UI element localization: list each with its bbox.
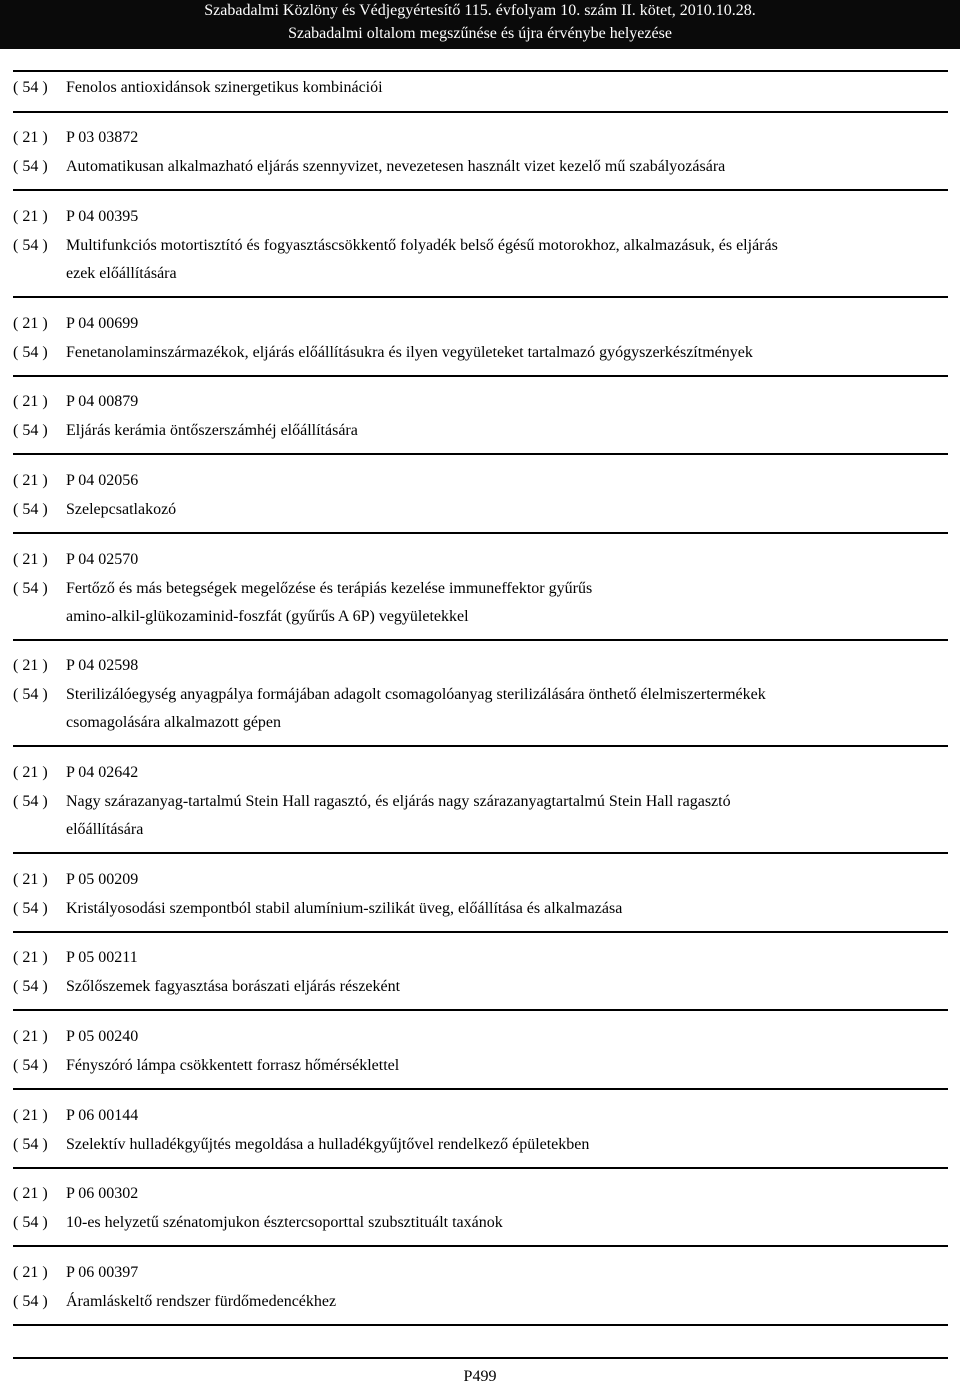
field-code-54: ( 54 ) — [13, 1056, 48, 1074]
field-code-54: ( 54 ) — [13, 685, 48, 703]
field-code-21: ( 21 ) — [13, 949, 48, 966]
patent-entry — [0, 1102, 960, 1159]
patent-title: Multifunkciós motortisztító és fogyasztáscsökkentő folyadék belső égésű motorokhoz, alkalmazásuk, és eljárás — [66, 236, 778, 254]
patent-entry — [0, 944, 960, 1001]
patent-title: Automatikusan alkalmazható eljárás szennyvizet, nevezetesen használt vizet kezelő mű szabályozására — [66, 157, 726, 175]
divider — [13, 1324, 948, 1326]
field-code-54: ( 54 ) — [13, 1135, 48, 1153]
patent-title: Fenetanolaminszármazékok, eljárás előállításukra és ilyen vegyületeket tartalmazó gyógyszerkészítmények — [66, 343, 753, 361]
divider — [13, 1009, 948, 1011]
field-code-21: ( 21 ) — [13, 871, 48, 888]
patent-title: Szelepcsatlakozó — [66, 500, 177, 518]
field-code-21: ( 21 ) — [13, 315, 48, 332]
patent-entry — [0, 388, 960, 445]
application-number: P 04 00879 — [66, 393, 139, 410]
patent-entry — [0, 310, 960, 367]
patent-entry — [0, 1023, 960, 1080]
divider — [13, 745, 948, 747]
divider — [13, 1167, 948, 1169]
divider — [13, 189, 948, 191]
field-code-54: ( 54 ) — [13, 500, 48, 518]
application-number: P 04 02598 — [66, 657, 139, 674]
application-number: P 04 02570 — [66, 551, 139, 568]
journal-title: Szabadalmi Közlöny és Védjegyértesítő 115. évfolyam 10. szám II. kötet, 2010.10.28. — [204, 2, 756, 19]
field-code-21: ( 21 ) — [13, 472, 48, 489]
application-number: P 05 00240 — [66, 1028, 139, 1045]
application-number: P 03 03872 — [66, 129, 139, 146]
patent-entry — [0, 759, 960, 845]
patent-title-continued: csomagolására alkalmazott gépen — [66, 714, 282, 731]
patent-entry — [0, 546, 960, 632]
patent-entry — [0, 203, 960, 289]
field-code-21: ( 21 ) — [13, 393, 48, 410]
field-code-54: ( 54 ) — [13, 79, 48, 96]
field-code-54: ( 54 ) — [13, 977, 48, 995]
field-code-54: ( 54 ) — [13, 1292, 48, 1310]
page-header — [0, 0, 960, 49]
divider — [13, 111, 948, 113]
field-code-54: ( 54 ) — [13, 1213, 48, 1231]
field-code-21: ( 21 ) — [13, 1264, 48, 1281]
patent-title: Szelektív hulladékgyűjtés megoldása a hulladékgyűjtővel rendelkező épületekben — [66, 1135, 590, 1153]
divider — [13, 453, 948, 455]
application-number: P 04 02056 — [66, 472, 139, 489]
application-number: P 05 00211 — [66, 949, 138, 966]
application-number: P 04 00699 — [66, 315, 139, 332]
patent-title-continued: előállítására — [66, 821, 144, 838]
divider — [13, 1245, 948, 1247]
application-number: P 04 00395 — [66, 208, 139, 225]
page-number: P499 — [463, 1368, 497, 1385]
field-code-21: ( 21 ) — [13, 764, 48, 781]
application-number: P 06 00144 — [66, 1107, 139, 1124]
patent-entry — [0, 1180, 960, 1237]
patent-title: Szőlőszemek fagyasztása borászati eljárás részeként — [66, 977, 401, 995]
field-code-21: ( 21 ) — [13, 657, 48, 674]
field-code-21: ( 21 ) — [13, 1107, 48, 1124]
application-number: P 06 00397 — [66, 1264, 139, 1281]
field-code-54: ( 54 ) — [13, 157, 48, 175]
patent-entry — [0, 124, 960, 181]
patent-title: Áramláskeltő rendszer fürdőmedencékhez — [66, 1292, 337, 1310]
patent-entry — [0, 467, 960, 524]
patent-entry — [0, 74, 960, 103]
patent-title: 10-es helyzetű szénatomjukon észtercsoporttal szubsztituált taxánok — [66, 1213, 503, 1231]
divider — [13, 852, 948, 854]
divider — [13, 532, 948, 534]
field-code-21: ( 21 ) — [13, 1185, 48, 1202]
patent-entry — [0, 652, 960, 738]
field-code-54: ( 54 ) — [13, 421, 48, 439]
patent-title-continued: amino-alkil-glükozaminid-foszfát (gyűrűs A 6P) vegyületekkel — [66, 608, 469, 625]
application-number: P 05 00209 — [66, 871, 139, 888]
patent-title: Fertőző és más betegségek megelőzése és terápiás kezelése immuneffektor gyűrűs — [66, 579, 593, 597]
divider — [13, 1088, 948, 1090]
patent-title: Nagy szárazanyag-tartalmú Stein Hall ragasztó, és eljárás nagy szárazanyagtartalmú Stein Hall ragasztó — [66, 792, 731, 810]
patent-title: Sterilizálóegység anyagpálya formájában adagolt csomagolóanyag sterilizálására önthető élelmiszertermékek — [66, 685, 766, 703]
application-number: P 06 00302 — [66, 1185, 139, 1202]
field-code-54: ( 54 ) — [13, 899, 48, 917]
patent-entry — [0, 1259, 960, 1316]
section-title: Szabadalmi oltalom megszűnése és újra érvénybe helyezése — [288, 25, 672, 42]
field-code-21: ( 21 ) — [13, 1028, 48, 1045]
application-number: P 04 02642 — [66, 764, 139, 781]
patent-title: Kristályosodási szempontból stabil alumínium-szilikát üveg, előállítása és alkalmazása — [66, 899, 623, 917]
field-code-54: ( 54 ) — [13, 343, 48, 361]
divider — [13, 931, 948, 933]
patent-entry — [0, 866, 960, 923]
field-code-54: ( 54 ) — [13, 236, 48, 254]
patent-title: Fenolos antioxidánsok szinergetikus kombinációi — [66, 79, 383, 96]
footer-divider — [13, 1357, 948, 1359]
divider — [13, 70, 948, 72]
field-code-54: ( 54 ) — [13, 792, 48, 810]
patent-title: Fényszóró lámpa csökkentett forrasz hőmérséklettel — [66, 1056, 400, 1074]
divider — [13, 639, 948, 641]
divider — [13, 375, 948, 377]
field-code-54: ( 54 ) — [13, 579, 48, 597]
field-code-21: ( 21 ) — [13, 208, 48, 225]
patent-title: Eljárás kerámia öntőszerszámhéj előállítására — [66, 421, 358, 439]
field-code-21: ( 21 ) — [13, 551, 48, 568]
patent-title-continued: ezek előállítására — [66, 265, 177, 282]
field-code-21: ( 21 ) — [13, 129, 48, 146]
divider — [13, 296, 948, 298]
